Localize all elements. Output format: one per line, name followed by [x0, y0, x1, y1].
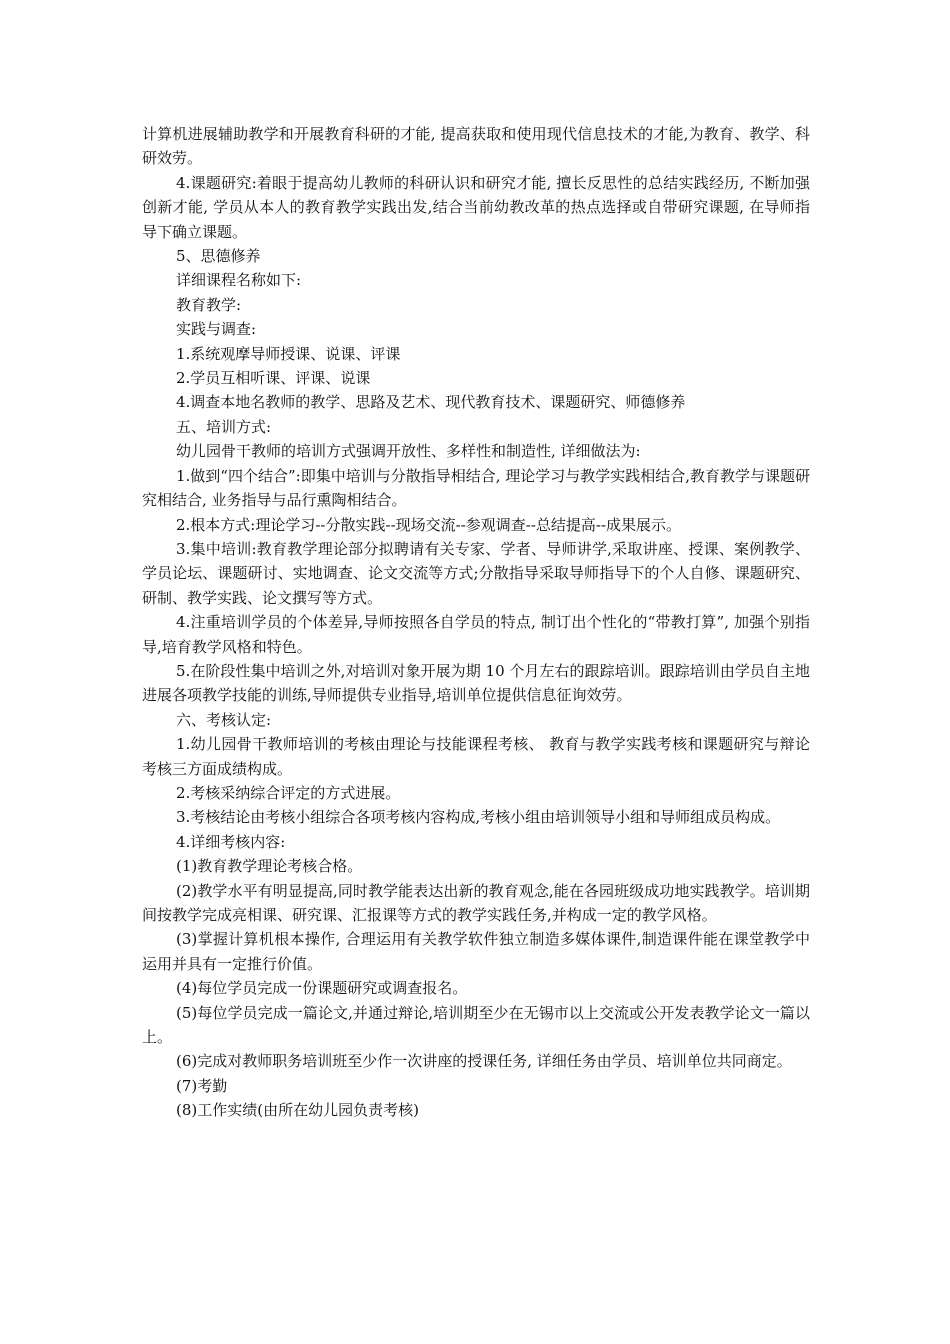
section-heading: 六、考核认定: [176, 710, 272, 729]
section-heading: 五、培训方式: [176, 417, 272, 436]
paragraph: 详细课程名称如下: [176, 271, 302, 290]
sub-list-item: (8)工作实绩(由所在幼儿园负责考核) [176, 1101, 419, 1120]
list-item: 4.注重培训学员的个体差异,导师按照各自学员的特点, 制订出个性化的“带教打算”, 加强个别指导,培育教学风格和特色。 [142, 613, 810, 656]
paragraph: 计算机进展辅助教学和开展教育科研的才能, 提高获取和使用现代信息技术的才能,为教育、教学、科研效劳。 [142, 125, 810, 168]
section-heading: 5、思德修养 [176, 247, 261, 266]
sub-list-item: (5)每位学员完成一篇论文,并通过辩论,培训期至少在无锡市以上交流或公开发表教学论文一篇以上。 [142, 1003, 810, 1047]
sub-list-item: (1)教育教学理论考核合格。 [176, 857, 363, 876]
list-item: 3.考核结论由考核小组综合各项考核内容构成,考核小组由培训领导小组和导师组成员构成。 [176, 808, 781, 827]
paragraph: 4.课题研究:着眼于提高幼儿教师的科研认识和研究才能, 擅长反思性的总结实践经历, 不断加强创新才能, 学员从本人的教育教学实践出发,结合当前幼教改革的热点选择或自带研究课题, 在导师指导下确立课题。 [142, 173, 810, 241]
sub-list-item: (2)教学水平有明显提高,同时教学能表达出新的教育观念,能在各园班级成功地实践教学。培训期间按教学完成亮相课、研究课、汇报课等方式的教学实践任务,并构成一定的教学风格。 [142, 881, 810, 924]
list-item: 4.详细考核内容: [176, 832, 286, 851]
list-item: 1.系统观摩导师授课、说课、评课 [176, 344, 401, 363]
sub-list-item: (4)每位学员完成一份课题研究或调查报名。 [176, 979, 468, 998]
sub-list-item: (6)完成对教师职务培训班至少作一次讲座的授课任务, 详细任务由学员、培训单位共同商定。 [176, 1052, 792, 1071]
list-item: 4.调查本地名教师的教学、思路及艺术、现代教育技术、课题研究、师德修养 [176, 393, 686, 412]
paragraph: 幼儿园骨干教师的培训方式强调开放性、多样性和制造性, 详细做法为: [176, 442, 641, 461]
document-body [142, 122, 810, 1123]
list-item: 2.考核采纳综合评定的方式进展。 [176, 783, 401, 802]
list-item: 1.幼儿园骨干教师培训的考核由理论与技能课程考核、 教育与教学实践考核和课题研究与辩论考核三方面成绩构成。 [142, 735, 810, 778]
paragraph: 教育教学: [176, 295, 242, 314]
paragraph: 实践与调查: [176, 320, 257, 339]
list-item: 2.根本方式:理论学习--分散实践--现场交流--参观调查--总结提高--成果展示。 [176, 515, 682, 534]
sub-list-item: (7)考勤 [176, 1076, 228, 1095]
list-item: 3.集中培训:教育教学理论部分拟聘请有关专家、学者、导师讲学,采取讲座、授课、案例教学、学员论坛、课题研讨、实地调查、论文交流等方式;分散指导采取导师指导下的个人自修、课题研究、研制、教学实践、论文撰写等方式。 [142, 539, 810, 607]
list-item: 2.学员互相听课、评课、说课 [176, 369, 371, 388]
sub-list-item: (3)掌握计算机根本操作, 合理运用有关教学软件独立制造多媒体课件,制造课件能在课堂教学中运用并具有一定推行价值。 [142, 930, 810, 973]
list-item: 1.做到“四个结合”:即集中培训与分散指导相结合, 理论学习与教学实践相结合,教育教学与课题研究相结合, 业务指导与品行熏陶相结合。 [142, 466, 811, 510]
list-item: 5.在阶段性集中培训之外,对培训对象开展为期 10 个月左右的跟踪培训。跟踪培训由学员自主地进展各项教学技能的训练,导师提供专业指导,培训单位提供信息征询效劳。 [142, 661, 810, 705]
